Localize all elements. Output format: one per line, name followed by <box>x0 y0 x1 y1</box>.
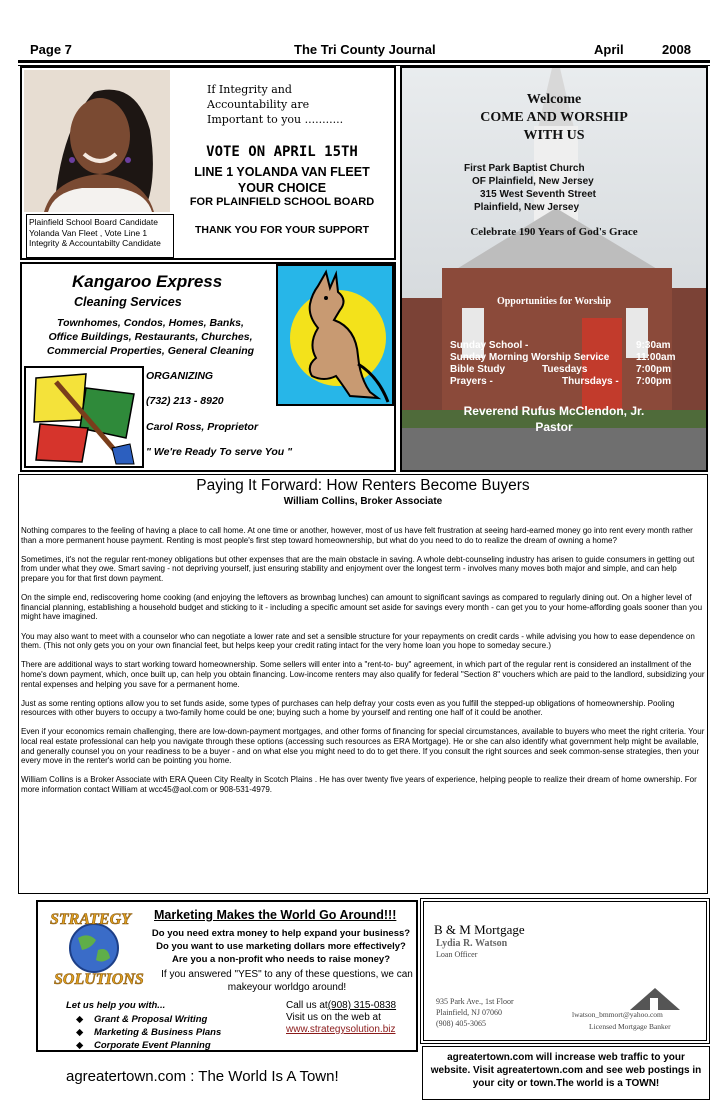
mortgage-title: Loan Officer <box>436 950 478 959</box>
service-line: Commercial Properties, General Cleaning <box>46 345 255 357</box>
mortgage-address <box>436 996 514 1029</box>
article-paragraph: William Collins is a Broker Associate with ERA Queen City Realty in Scotch Plains . He has over twenty five years of experience, helping people to realize their dream of home ownership. For more information contact William at wcc45@aol.com or 908-531-4979. <box>21 775 697 795</box>
strategy-call <box>286 1000 396 1012</box>
publication-name: The Tri County Journal <box>294 42 436 57</box>
schedule-time: 9:30am <box>636 340 671 351</box>
caption-line: Plainfield School Board Candidate <box>29 217 159 227</box>
church-address <box>464 162 596 214</box>
photo-caption <box>26 214 174 258</box>
schedule-name: Sunday School - <box>450 340 529 351</box>
article-paragraph: Sometimes, it's not the regular rent-money obligations but other expenses that are the main obstacle in saving. A whole debt-counseling industry has arisen to guide consumers in getting out from under what they owe. Smart saving - not depriving yourself, just ensuring stability and enjoyment over the longest term - involves many moves both major and simple, and can help prepare you for that first down payment. <box>21 554 695 583</box>
strategy-service: ◆ Grant & Proposal Writing <box>94 1014 207 1025</box>
church-welcome: Welcome <box>526 92 582 107</box>
schedule-time: 11:00am <box>636 352 676 363</box>
thanks-line: THANK YOU FOR YOUR SUPPORT <box>194 224 370 236</box>
vote-date: VOTE ON APRIL 15TH <box>206 144 358 160</box>
schedule-row <box>450 352 688 364</box>
address-line: 315 West Seventh Street <box>480 189 596 200</box>
issue-month: April <box>594 42 624 57</box>
slogan-line: Accountability are <box>207 98 310 111</box>
kangaroo-motto: " We're Ready To serve You " <box>146 446 293 458</box>
mortgage-license: Licensed Mortgage Banker <box>589 1022 671 1031</box>
strategy-question: Are you a non-profit who needs to raise money? <box>172 954 390 965</box>
article-headline: Paying It Forward: How Renters Become Buyers <box>196 477 530 494</box>
schedule-row <box>450 376 688 388</box>
church-ad <box>400 66 708 472</box>
address-line: First Park Baptist Church <box>464 163 585 174</box>
church-come: COME AND WORSHIP <box>480 110 628 125</box>
agreatertown-promo <box>422 1046 710 1100</box>
strategy-answer: If you answered "YES" to any of these questions, we can <box>161 969 413 980</box>
strategy-website-link[interactable]: www.strategysolution.biz <box>286 1024 396 1035</box>
address-line: Plainfield, NJ 07060 <box>436 1008 502 1017</box>
cleaning-clipart <box>24 366 144 468</box>
service-line: Office Buildings, Restaurants, Churches, <box>48 331 253 343</box>
mortgage-person: Lydia R. Watson <box>436 938 508 949</box>
strategy-question: Do you need extra money to help expand your business? <box>151 928 411 939</box>
address-line: (908) 405-3065 <box>436 1019 486 1028</box>
article <box>18 474 708 894</box>
kangaroo-express-ad <box>20 262 396 472</box>
strategy-phone[interactable]: (908) 315-0838 <box>327 1000 397 1011</box>
mortgage-email[interactable]: lwatson_bmmort@yahoo.com <box>572 1010 663 1019</box>
strategy-visit: Visit us on the web at <box>286 1012 381 1023</box>
header-rule <box>18 60 710 63</box>
article-paragraph: You may also want to meet with a counselor who can negotiate a lower rate and set a sensible structure for your repayments on credit cards - while advising you how to ease dependence on them. (This not only gets you on your own financial feet, but helps keep your credit rating intact for the very home loan you hope to someday secure.) <box>21 631 695 651</box>
campaign-ad <box>20 66 396 260</box>
schedule-day: Tuesdays <box>542 364 588 375</box>
church-celebrate: Celebrate 190 Years of God's Grace <box>470 226 638 238</box>
page-number: Page 7 <box>30 42 72 57</box>
kangaroo-organizing: ORGANIZING <box>146 370 214 382</box>
mortgage-ad <box>420 898 710 1044</box>
church-pastor: Pastor <box>535 420 573 434</box>
house-logo-icon <box>630 986 680 1010</box>
slogan-line: Important to you ........... <box>207 113 344 126</box>
strategy-service: ◆ Corporate Event Planning <box>94 1040 211 1051</box>
candidate-line-text: LINE 1 YOLANDA VAN FLEET <box>194 165 370 179</box>
worship-schedule <box>450 340 688 388</box>
candidate-photo <box>24 70 170 212</box>
caption-line: Yolanda Van Fleet , Vote Line 1 <box>29 227 148 238</box>
address-line: Plainfield, New Jersey <box>474 202 580 213</box>
schedule-day: Thursdays - <box>562 376 619 387</box>
strategy-answer: makeyour worldgo around! <box>227 982 347 993</box>
address-line: OF Plainfield, New Jersey <box>472 176 594 187</box>
schedule-row <box>450 364 688 376</box>
candidate-line <box>172 164 392 196</box>
strategy-heading: Marketing Makes the World Go Around!!! <box>154 908 397 922</box>
strategy-solutions-ad <box>36 900 418 1052</box>
church-with-us: WITH US <box>523 128 585 143</box>
schedule-name: Bible Study <box>450 364 506 375</box>
agreatertown-tagline: agreatertown.com : The World Is A Town! <box>66 1068 339 1085</box>
schedule-time: 7:00pm <box>636 376 672 387</box>
schedule-name: Sunday Morning Worship Service <box>450 352 610 363</box>
mortgage-card <box>423 901 707 1041</box>
issue-year: 2008 <box>662 42 691 57</box>
strategy-question: Do you want to use marketing dollars more effectively? <box>156 941 406 952</box>
article-paragraph: There are additional ways to start working toward homeownership. Some sellers will enter into a "rent-to- buy" agreement, in which part of the regular rent is considered an installment of the home's down payment, which, once built up, can help you obtain financing. Low-income renters may also qualify for federal "Section 8" vouchers which are paid to the landlord, subsidizing your rental expenses and helping you save for a permanent home. <box>21 660 705 689</box>
caption-line: Integrity & Accountabilty Candidate <box>29 238 161 248</box>
page-header <box>22 40 710 60</box>
kangaroo-image <box>276 264 394 406</box>
article-paragraph: On the simple end, rediscovering home cooking (and enjoying the leftovers as brownbag lunches) can amount to significant savings as compared to regularly dining out. On a higher level of financial planning, establishing a household budget and sticking to it - including a specific amount set aside for savings every month - can get you to your home-affording goals sooner than you might have imagined. <box>21 593 703 622</box>
article-paragraph: Just as some renting options allow you to set funds aside, some types of purchases can help defray your costs even as you fulfill the stepped-up obligations of homeownership. Pooling resources with other buyers to occupy a two-family home could be one; buying such a home by yourself and renting one half of it could be another. <box>21 698 675 718</box>
board-line: FOR PLAINFIELD SCHOOL BOARD <box>189 196 375 208</box>
address-line: 935 Park Ave., 1st Floor <box>436 997 514 1006</box>
slogan-line: If Integrity and <box>207 83 292 96</box>
strategy-help: Let us help you with... <box>66 1000 166 1011</box>
article-byline: William Collins, Broker Associate <box>283 496 443 507</box>
kangaroo-subtitle: Cleaning Services <box>74 295 182 309</box>
promo-text: agreatertown.com will increase web traffic to your website. Visit agreatertown.com and see web postings in your city or town.The world is a TOWN! <box>430 1052 702 1089</box>
logo-text-bottom: SOLUTIONS <box>54 971 144 988</box>
church-reverend: Reverend Rufus McClendon, Jr. <box>463 404 645 418</box>
mortgage-company: B & M Mortgage <box>434 922 525 937</box>
call-prefix: Call us at <box>286 1000 328 1011</box>
logo-text-top: STRATEGY <box>50 911 131 928</box>
article-paragraph: Nothing compares to the feeling of having a place to call home. At one time or another, however, most of us have felt frustration at seeing hard-earned money go into rent every month rather than a more permanent house payment. Renting is most people's first step toward homeownership, but what do you need to do to realize the dream of owning a home? <box>21 526 693 545</box>
kangaroo-title: Kangaroo Express <box>72 272 223 291</box>
campaign-slogan <box>207 82 343 127</box>
schedule-name: Prayers - <box>450 376 493 387</box>
strategy-service: ◆ Marketing & Business Plans <box>94 1027 221 1038</box>
kangaroo-phone: (732) 213 - 8920 <box>146 395 224 407</box>
church-opportunities: Opportunities for Worship <box>496 296 612 307</box>
article-paragraph: Even if your economics remain challenging, there are low-down-payment mortgages, and other forms of financing for special circumstances, available to buyers who meet the right criteria. Your local real estate professional can help you navigate through these options (accessing such resources as ERA Mortgage). He or she can also identify what government help might be available, and generally counsel you on your readiness to be a buyer - and on what else you might need to do to get there. If you consult the right sources and seek common-sense strategies, then your every move in the renter's world can be pointing you home. <box>21 727 705 766</box>
schedule-time: 7:00pm <box>636 364 672 375</box>
strategy-logo <box>44 904 144 988</box>
kangaroo-proprietor: Carol Ross, Proprietor <box>146 421 259 433</box>
candidate-line-text: YOUR CHOICE <box>237 181 327 195</box>
schedule-row <box>450 340 688 352</box>
kangaroo-services <box>28 316 273 358</box>
service-line: Townhomes, Condos, Homes, Banks, <box>57 317 244 329</box>
article-body <box>21 526 705 804</box>
